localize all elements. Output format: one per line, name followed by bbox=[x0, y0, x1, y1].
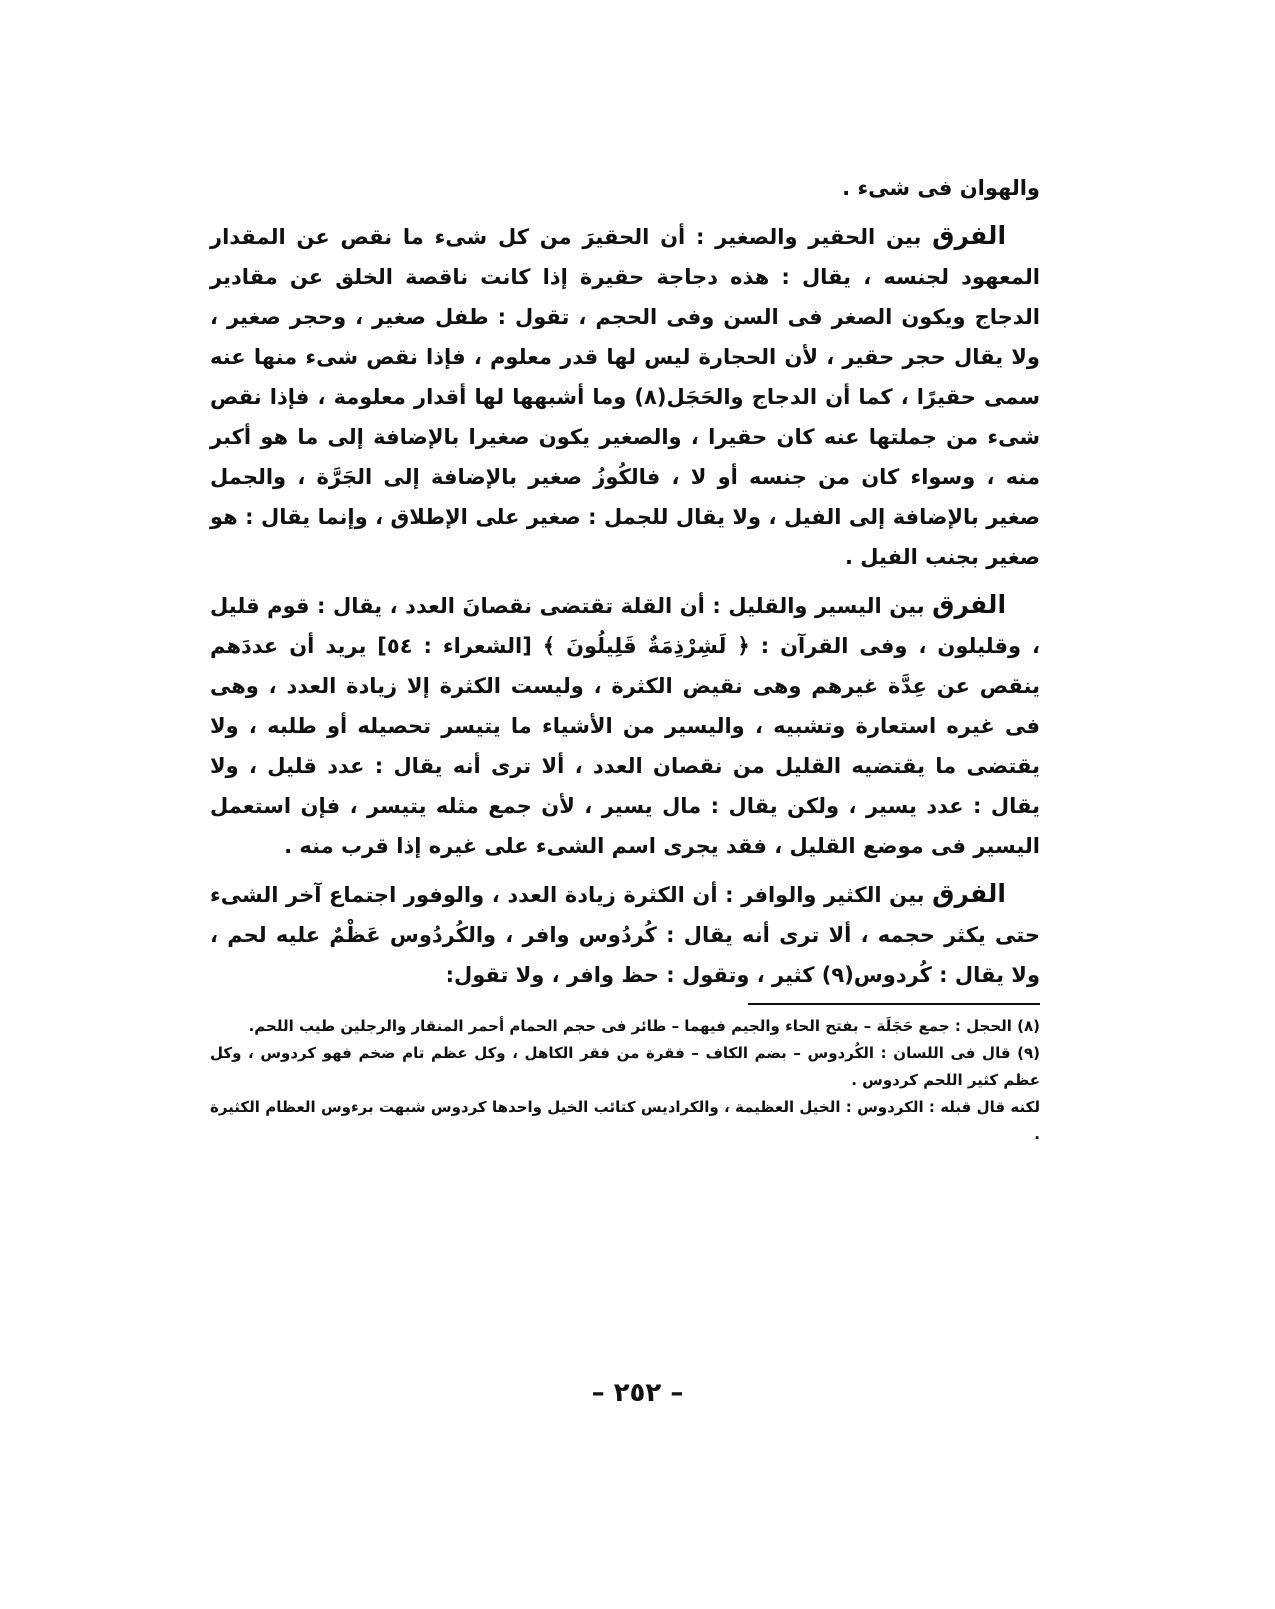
section-lead-word: الفرق bbox=[932, 879, 1006, 908]
section-kathir-wafir bbox=[210, 874, 1040, 995]
section-yasir-qalil bbox=[210, 585, 1040, 866]
section-lead-word: الفرق bbox=[932, 590, 1007, 619]
intro-line-text: والهوان فى شىء . bbox=[842, 176, 1040, 200]
page-number: – ٢٥٢ – bbox=[591, 1378, 684, 1408]
main-text bbox=[210, 168, 1040, 995]
footnotes bbox=[210, 1013, 1040, 1148]
footnote-separator bbox=[748, 1003, 1040, 1005]
section-haqir-saghir bbox=[210, 216, 1040, 577]
intro-line bbox=[210, 168, 1040, 208]
section-text: بين الكثير والوافر : أن الكثرة زيادة العدد ، والوفور اجتماع آخر الشىء حتى يكثر حجمه ، ألا ترى أنه يقال : كُردُوس وافر ، والكُردُوس عَظْمٌ عليه لحم ، ولا يقال : كُردوس(٩) كثير ، وتقول : حظ وافر ، ولا تقول: bbox=[210, 883, 1040, 987]
footnote-8: (٨) الحجل : جمع حَجَلَة – بفتح الحاء والجيم فيهما – طائر فى حجم الحمام أحمر المنقار والرجلين طيب اللحم. bbox=[248, 1017, 1040, 1035]
section-text: بين الحقير والصغير : أن الحقيرَ من كل شىء ما نقص عن المقدار المعهود لجنسه ، يقال : هذه دجاجة حقيرة إذا كانت ناقصة الخلق عن مقادير الدجاج ويكون الصغر فى السن وفى الحجم ، تقول : طفل صغير ، وحجر صغير ، ولا يقال حجر حقير ، لأن الحجارة ليس لها قدر معلوم ، فإذا نقص شىء منها عنه سمى حقيرًا ، كما أن الدجاج والحَجَل(٨) وما أشبهها لها أقدار معلومة ، فإذا نقص شىء من جملتها عنه كان حقيرا ، والصغير يكون صغيرا بالإضافة إلى ما هو أكبر منه ، وسواء كان من جنسه أو لا ، فالكُوزُ صغير بالإضافة إلى الجَرَّة ، والجمل صغير بالإضافة إلى الفيل ، ولا يقال للجمل : صغير على الإطلاق ، وإنما يقال : هو صغير بجنب الفيل . bbox=[210, 225, 1040, 569]
section-text: بين اليسير والقليل : أن القلة تقتضى نقصانَ العدد ، يقال : قوم قليل ، وقليلون ، وفى القرآن : ﴿ لَشِرْذِمَةٌ قَلِيلُونَ ﴾ [الشعراء : ٥٤] يريد أن عددَهم ينقص عن عِدَّة غيرهم وهى نقيض الكثرة ، وليست الكثرة إلا زيادة العدد ، وهى فى غيره استعارة وتشبيه ، واليسير من الأشياء ما يتيسر تحصيله أو طلبه ، ولا يقتضى ما يقتضيه القليل من نقصان العدد ، ألا ترى أنه يقال : عدد قليل ، ولا يقال : عدد يسير ، ولكن يقال : مال يسير ، لأن جمع مثله يتيسر ، فإن استعمل اليسير فى موضع القليل ، فقد يجرى اسم الشىء على غيره إذا قرب منه . bbox=[210, 594, 1040, 858]
footnote-9-continued: لكنه قال قبله : الكردوس : الخيل العظيمة ، والكراديس كتائب الخيل واحدها كردوس شبهت برءوس العظام الكثيرة . bbox=[210, 1098, 1040, 1143]
footnote-9: (٩) قال فى اللسان : الكُردوس – بضم الكاف – فقرة من فقر الكاهل ، وكل عظم تام ضخم فهو كردوس ، وكل عظم كثير اللحم كردوس . bbox=[210, 1044, 1040, 1089]
book-page bbox=[210, 168, 1040, 1148]
section-lead-word: الفرق bbox=[932, 221, 1007, 250]
